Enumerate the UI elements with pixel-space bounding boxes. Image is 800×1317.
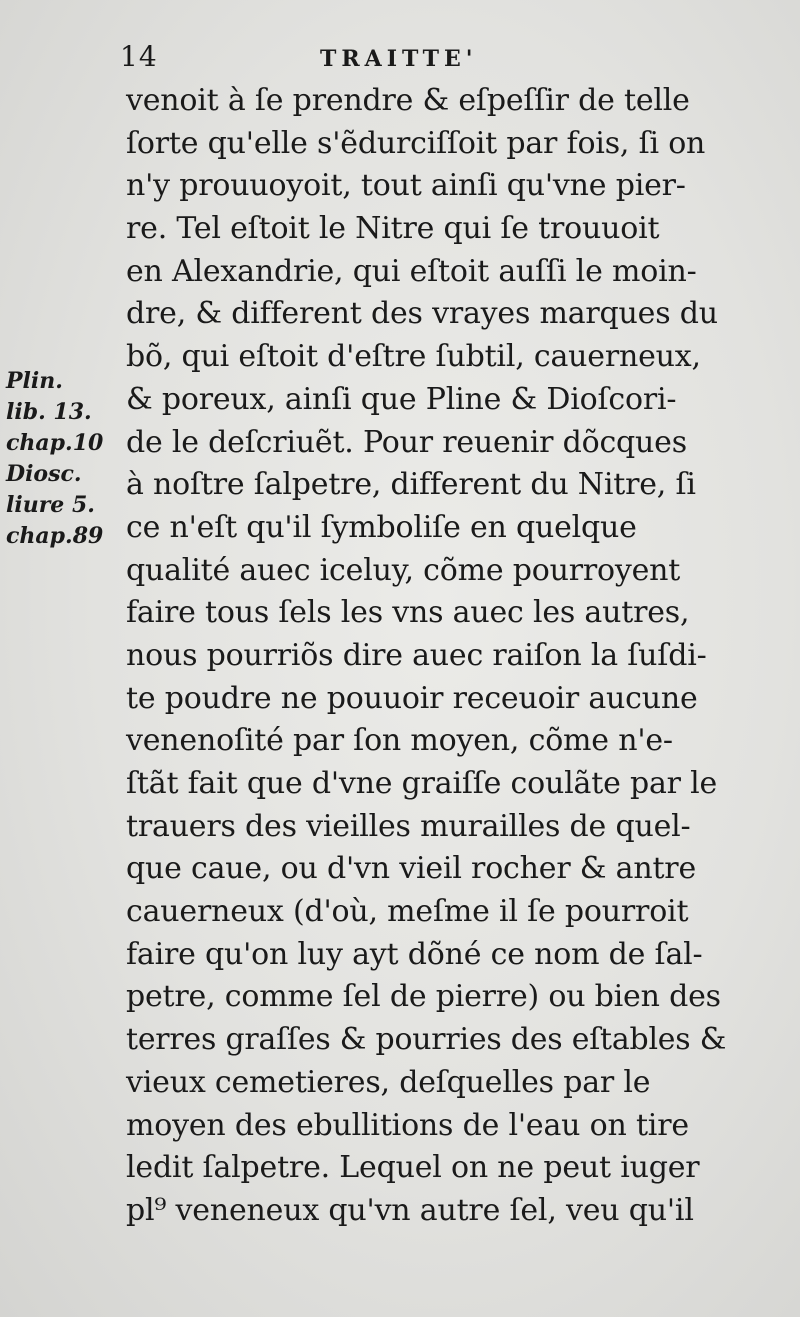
text-line: ſorte qu'elle s'ẽdurciſſoit par fois, ſi on [126,125,706,161]
text-line: bõ, qui eſtoit d'eſtre ſubtil, cauerneux, [126,339,701,375]
text-line: ce n'eſt qu'il ſymboliſe en quelque [126,509,637,545]
text-line: terres graſſes & pourries des eſtables & [126,1022,727,1058]
text-line: & poreux, ainſi que Pline & Dioſcori- [126,381,677,417]
text-line: cauerneux (d'où, meſme il ſe pourroit [126,894,689,930]
text-line: re. Tel eſtoit le Nitre qui ſe trouuoit [126,211,660,247]
text-line: pl⁹ veneneux qu'vn autre ſel, veu qu'il [126,1192,694,1228]
text-line: de le deſcriuẽt. Pour reuenir dõcques [126,424,687,460]
text-line: venoit à ſe prendre & eſpeſſir de telle [126,83,690,118]
text-line: que caue, ou d'vn vieil rocher & antre [126,851,697,887]
text-line: dre, & different des vrayes marques du [126,296,718,332]
page-number: 14 [120,40,158,73]
margin-note: Diosc. [6,461,82,487]
margin-note: chap.10 [6,430,104,456]
text-line: en Alexandrie, qui eſtoit auſſi le moin- [126,253,697,289]
text-line: qualité auec iceluy, cõme pourroyent [126,552,681,588]
text-line: faire qu'on luy ayt dõné ce nom de ſal- [126,936,703,972]
text-line: te poudre ne pouuoir receuoir aucune [126,680,698,716]
margin-note: liure 5. [6,492,95,518]
page-header [120,40,720,84]
text-line: nous pourriõs dire auec raiſon la ſuſdi- [126,637,707,673]
margin-note: lib. 13. [6,399,92,425]
margin-note: Plin. [6,368,63,394]
text-line: à noſtre ſalpetre, different du Nitre, ſi [126,467,696,503]
text-line: trauers des vieilles murailles de quel- [126,808,691,844]
body-text [126,80,726,1233]
running-head: TRAITTE' [320,46,478,72]
text-line: n'y prouuoyoit, tout ainſi qu'vne pier- [126,168,686,204]
text-line: ledit ſalpetre. Lequel on ne peut iuger [126,1150,700,1186]
text-line: faire tous ſels les vns auec les autres, [126,595,690,631]
text-line: vieux cemetieres, deſquelles par le [126,1064,651,1100]
margin-note: chap.89 [6,523,104,549]
text-line: ſtãt fait que d'vne graiſſe coulãte par le [126,766,718,801]
text-line: moyen des ebullitions de l'eau on tire [126,1107,689,1143]
margin-notes [6,366,116,552]
text-line: venenoſité par ſon moyen, cõme n'e- [126,723,673,759]
text-line: petre, comme ſel de pierre) ou bien des [126,979,721,1015]
